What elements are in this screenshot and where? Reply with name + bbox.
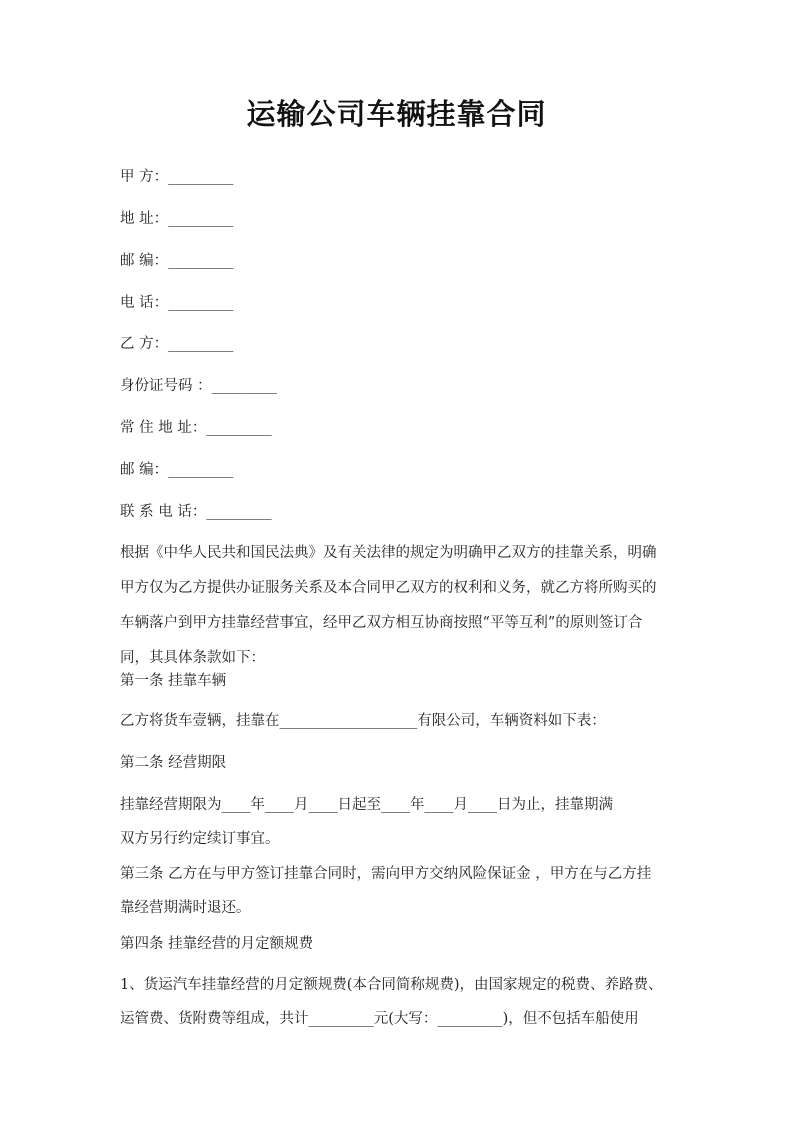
intro-line: 根据《中华人民共和国民法典》及有关法律的规定为明确甲乙双方的挂靠关系，明确 xyxy=(120,545,657,561)
article-4-item-1 xyxy=(120,975,680,1029)
party-b-residence-address-field: 常 住 地 址：_________ xyxy=(120,420,272,436)
intro-line: 同，其具体条款如下： xyxy=(120,650,265,666)
party-a-address-field: 地 址：_________ xyxy=(120,211,234,227)
party-b-name-field: 乙 方：_________ xyxy=(120,336,234,352)
party-b-phone-field: 联 系 电 话：_________ xyxy=(120,504,272,520)
intro-paragraph xyxy=(120,543,680,668)
article-4-heading: 第四条 挂靠经营的月定额规费 xyxy=(120,936,314,952)
party-b-id-number-field: 身份证号码 ：_________ xyxy=(120,378,277,394)
intro-line: 车辆落户到甲方挂靠经营事宜，经甲乙双方相互协商按照“平等互利”的原则签订合 xyxy=(120,615,643,631)
article-2-text xyxy=(120,795,680,849)
article-3-text xyxy=(120,864,680,918)
article-3-line: 靠经营期满时退还。 xyxy=(120,900,251,916)
article-4-item-1-line: 运管费、货附费等组成，共计_________元(大写：_________)，但不包括车船使用 xyxy=(120,1011,639,1027)
article-4-item-1-line: 1、货运汽车挂靠经营的月定额规费(本合同简称规费)，由国家规定的税费、养路费、 xyxy=(120,977,663,993)
article-2-heading: 第二条 经营期限 xyxy=(120,755,227,771)
article-1-text: 乙方将货车壹辆，挂靠在___________________有限公司，车辆资料如下表： xyxy=(120,713,606,729)
article-1-heading: 第一条 挂靠车辆 xyxy=(120,673,227,689)
party-a-name-field: 甲 方：_________ xyxy=(120,169,234,185)
intro-line: 甲方仅为乙方提供办证服务关系及本合同甲乙双方的权利和义务，就乙方将所购买的 xyxy=(120,580,657,596)
party-a-phone-field: 电 话：_________ xyxy=(120,295,234,311)
article-2-line: 双方另行约定续订事宜。 xyxy=(120,831,280,847)
party-a-postcode-field: 邮 编：_________ xyxy=(120,253,234,269)
document-title: 运输公司车辆挂靠合同 xyxy=(246,97,547,131)
party-b-postcode-field: 邮 编：_________ xyxy=(120,462,234,478)
article-2-line: 挂靠经营期限为____年____月____日起至____年____月____日为止，挂靠期满 xyxy=(120,797,613,813)
article-3-line: 第三条 乙方在与甲方签订挂靠合同时，需向甲方交纳风险保证金 ，甲方在与乙方挂 xyxy=(120,866,652,882)
